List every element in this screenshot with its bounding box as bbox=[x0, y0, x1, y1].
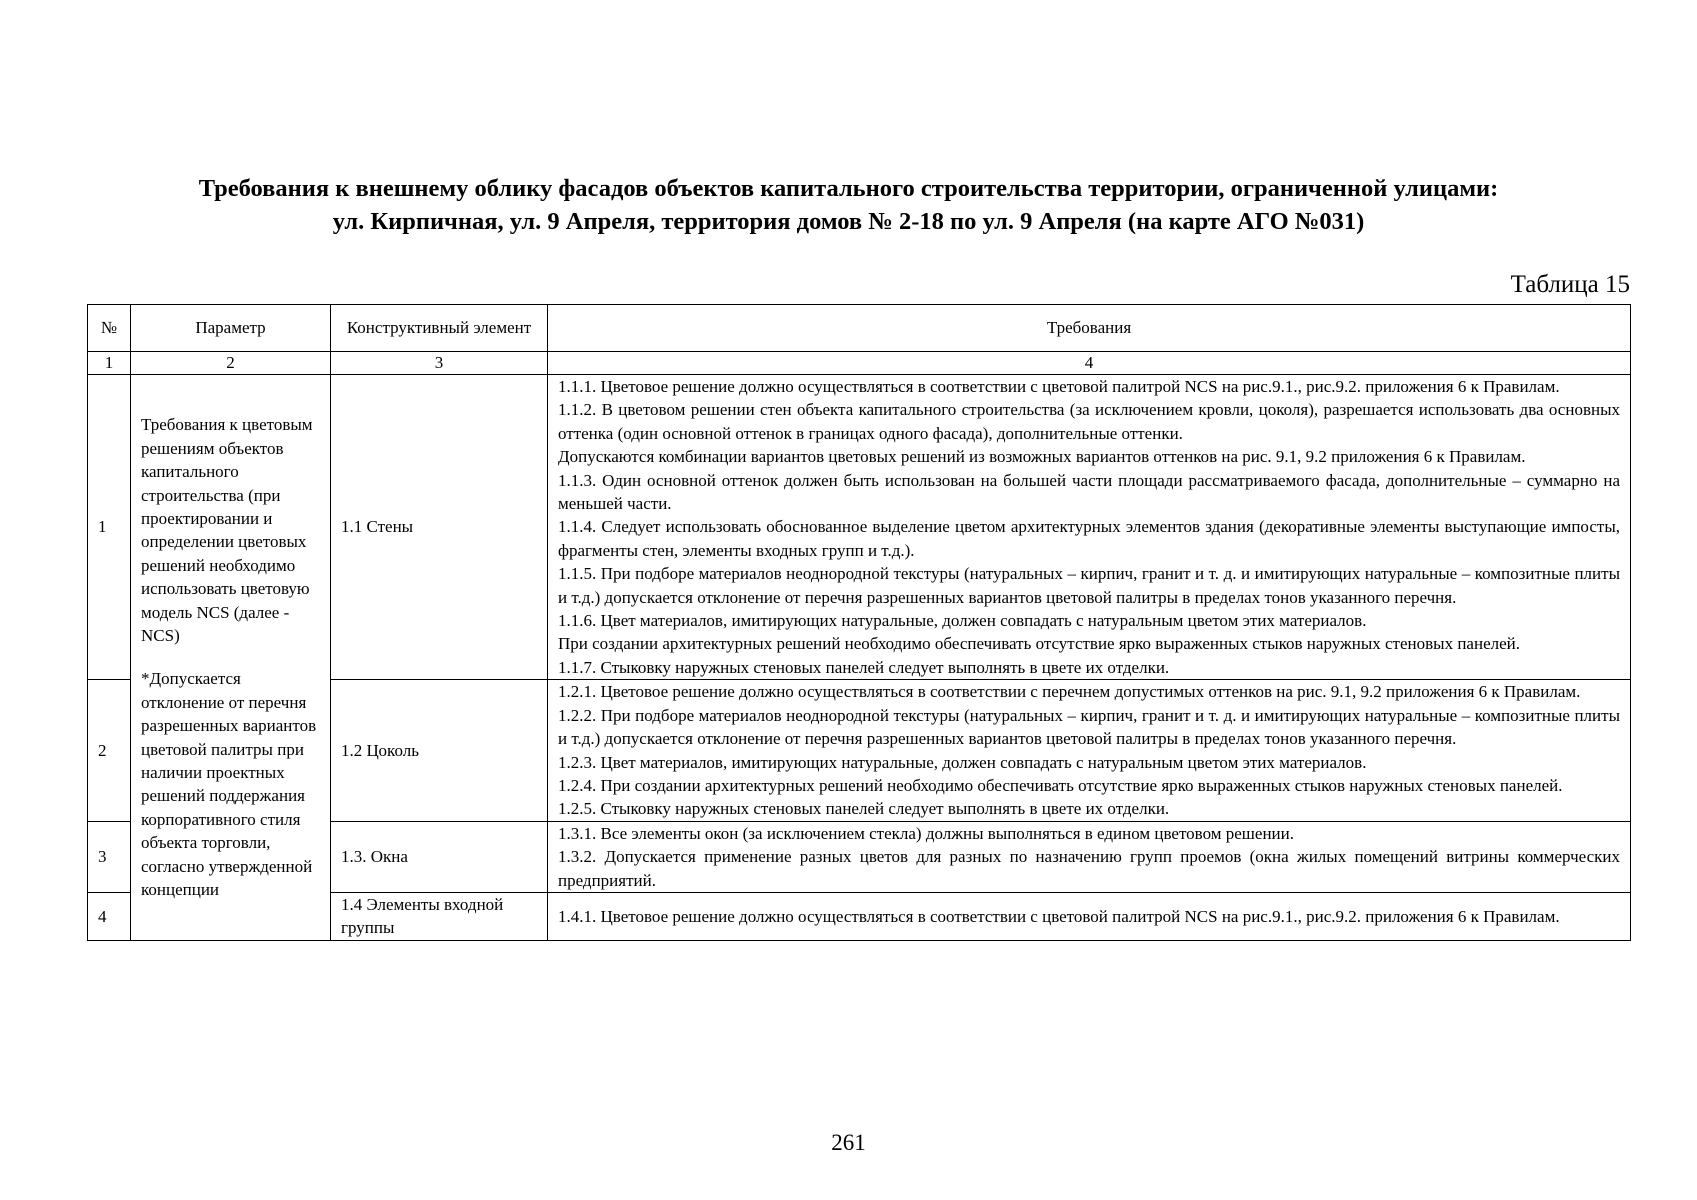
requirement-item: 1.2.1. Цветовое решение должно осуществляться в соответствии с перечнем допустимых оттенков на рис. 9.1, 9.2 приложения 6 к Правилам. bbox=[558, 682, 1581, 702]
table-label: Таблица 15 bbox=[1510, 271, 1630, 298]
requirements-table bbox=[87, 304, 1631, 941]
requirement-item: 1.3.2. Допускается применение разных цветов для разных по назначению групп проемов (окна жилых помещений витрины коммерческих предприятий. bbox=[558, 847, 1620, 890]
requirement-item: 1.1.6. Цвет материалов, имитирующих натуральные, должен совпадать с натуральным цветом этих материалов. bbox=[558, 611, 1367, 631]
requirement-item: 1.1.2. В цветовом решении стен объекта капитального строительства (за исключением кровли, цоколя), разрешается использовать два основных оттенка (один основной оттенок в границах одного фасада), дополнительные оттенки. bbox=[558, 400, 1620, 443]
requirement-item: 1.1.5. При подборе материалов неоднородной текстуры (натуральных – кирпич, гранит и т. д. и имитирующих натуральные – композитные плиты и т.д.) допускается отклонение от перечня разрешенных вариантов цветовой палитры в пределах тонов указанного перечня. bbox=[558, 564, 1620, 607]
column-number: 3 bbox=[331, 352, 548, 375]
requirement-item: 1.2.4. При создании архитектурных решений необходимо обеспечивать отсутствие ярко выраженных стыков наружных стеновых панелей. bbox=[558, 775, 1563, 795]
row-number: 2 bbox=[88, 680, 131, 821]
header-parameter: Параметр bbox=[131, 305, 331, 352]
header-requirements: Требования bbox=[548, 305, 1631, 352]
requirement-item: 1.1.3. Один основной оттенок должен быть использован на большей части площади рассматриваемого фасада, дополнительные – суммарно на меньшей части. bbox=[558, 470, 1620, 514]
element-cell: 1.3. Окна bbox=[331, 821, 548, 892]
row-number: 3 bbox=[88, 821, 131, 892]
element-cell: 1.1 Стены bbox=[331, 375, 548, 680]
element-cell: 1.4 Элементы входной группы bbox=[331, 892, 548, 940]
row-number: 4 bbox=[88, 892, 131, 940]
header-num: № bbox=[88, 305, 131, 352]
requirements-cell bbox=[548, 821, 1631, 892]
requirement-item: 1.2.3. Цвет материалов, имитирующих натуральные, должен совпадать с натуральным цветом этих материалов. bbox=[558, 752, 1367, 772]
parameter-note: *Допускается отклонение от перечня разрешенных вариантов цветовой палитры при наличии проектных решений поддержания корпоративного стиля объекта торговли, согласно утвержденной концепции bbox=[141, 669, 317, 900]
requirement-item: При создании архитектурных решений необходимо обеспечивать отсутствие ярко выраженных стыков наружных стеновых панелей. bbox=[558, 634, 1520, 654]
table-row bbox=[88, 375, 1631, 680]
requirement-item: 1.2.2. При подборе материалов неоднородной текстуры (натуральных – кирпич, гранит и т. д. и имитирующих натуральные – композитные плиты и т.д.) допускается отклонение от перечня разрешенных вариантов цветовой палитры в пределах тонов указанного перечня. bbox=[558, 705, 1620, 749]
column-number: 2 bbox=[131, 352, 331, 375]
requirement-item: 1.2.5. Стыковку наружных стеновых панелей следует выполнять в цвете их отделки. bbox=[558, 799, 1170, 819]
parameter-cell bbox=[131, 375, 331, 941]
header-element: Конструктивный элемент bbox=[331, 305, 548, 352]
column-number-row bbox=[88, 352, 1631, 375]
requirement-item: 1.1.7. Стыковку наружных стеновых панелей следует выполнять в цвете их отделки. bbox=[558, 657, 1170, 677]
requirements-cell bbox=[548, 680, 1631, 821]
requirement-item: Допускаются комбинации вариантов цветовых решений из возможных вариантов оттенков на рис. 9.1, 9.2 приложения 6 к Правилам. bbox=[558, 447, 1526, 467]
column-number: 1 bbox=[88, 352, 131, 375]
requirement-item: 1.3.1. Все элементы окон (за исключением стекла) должны выполняться в едином цветовом решении. bbox=[558, 823, 1294, 843]
page-number: 261 bbox=[831, 1130, 866, 1155]
header-row bbox=[88, 305, 1631, 352]
requirements-cell bbox=[548, 375, 1631, 680]
title-line-2: ул. Кирпичная, ул. 9 Апреля, территория домов № 2-18 по ул. 9 Апреля (на карте АГО №031) bbox=[332, 208, 1365, 235]
row-number: 1 bbox=[88, 375, 131, 680]
requirements-cell bbox=[548, 892, 1631, 940]
parameter-text: Требования к цветовым решениям объектов капитального строительства (при проектировании и определении цветовых решений необходимо использовать цветовую модель NCS (далее - NCS) bbox=[141, 415, 313, 645]
title-line-1: Требования к внешнему облику фасадов объектов капитального строительства территории, ограниченной улицами: bbox=[198, 175, 1499, 202]
element-cell: 1.2 Цоколь bbox=[331, 680, 548, 821]
requirement-item: 1.4.1. Цветовое решение должно осуществляться в соответствии с цветовой палитрой NCS на рис.9.1., рис.9.2. приложения 6 к Правилам. bbox=[558, 906, 1560, 926]
page-title bbox=[40, 172, 1657, 238]
column-number: 4 bbox=[548, 352, 1631, 375]
requirement-item: 1.1.1. Цветовое решение должно осуществляться в соответствии с цветовой палитрой NCS на рис.9.1., рис.9.2. приложения 6 к Правилам. bbox=[558, 377, 1560, 396]
requirement-item: 1.1.4. Следует использовать обоснованное выделение цветом архитектурных элементов здания (декоративные элементы выступающие импосты, фрагменты стен, элементы входных групп и т.д.). bbox=[558, 517, 1620, 560]
